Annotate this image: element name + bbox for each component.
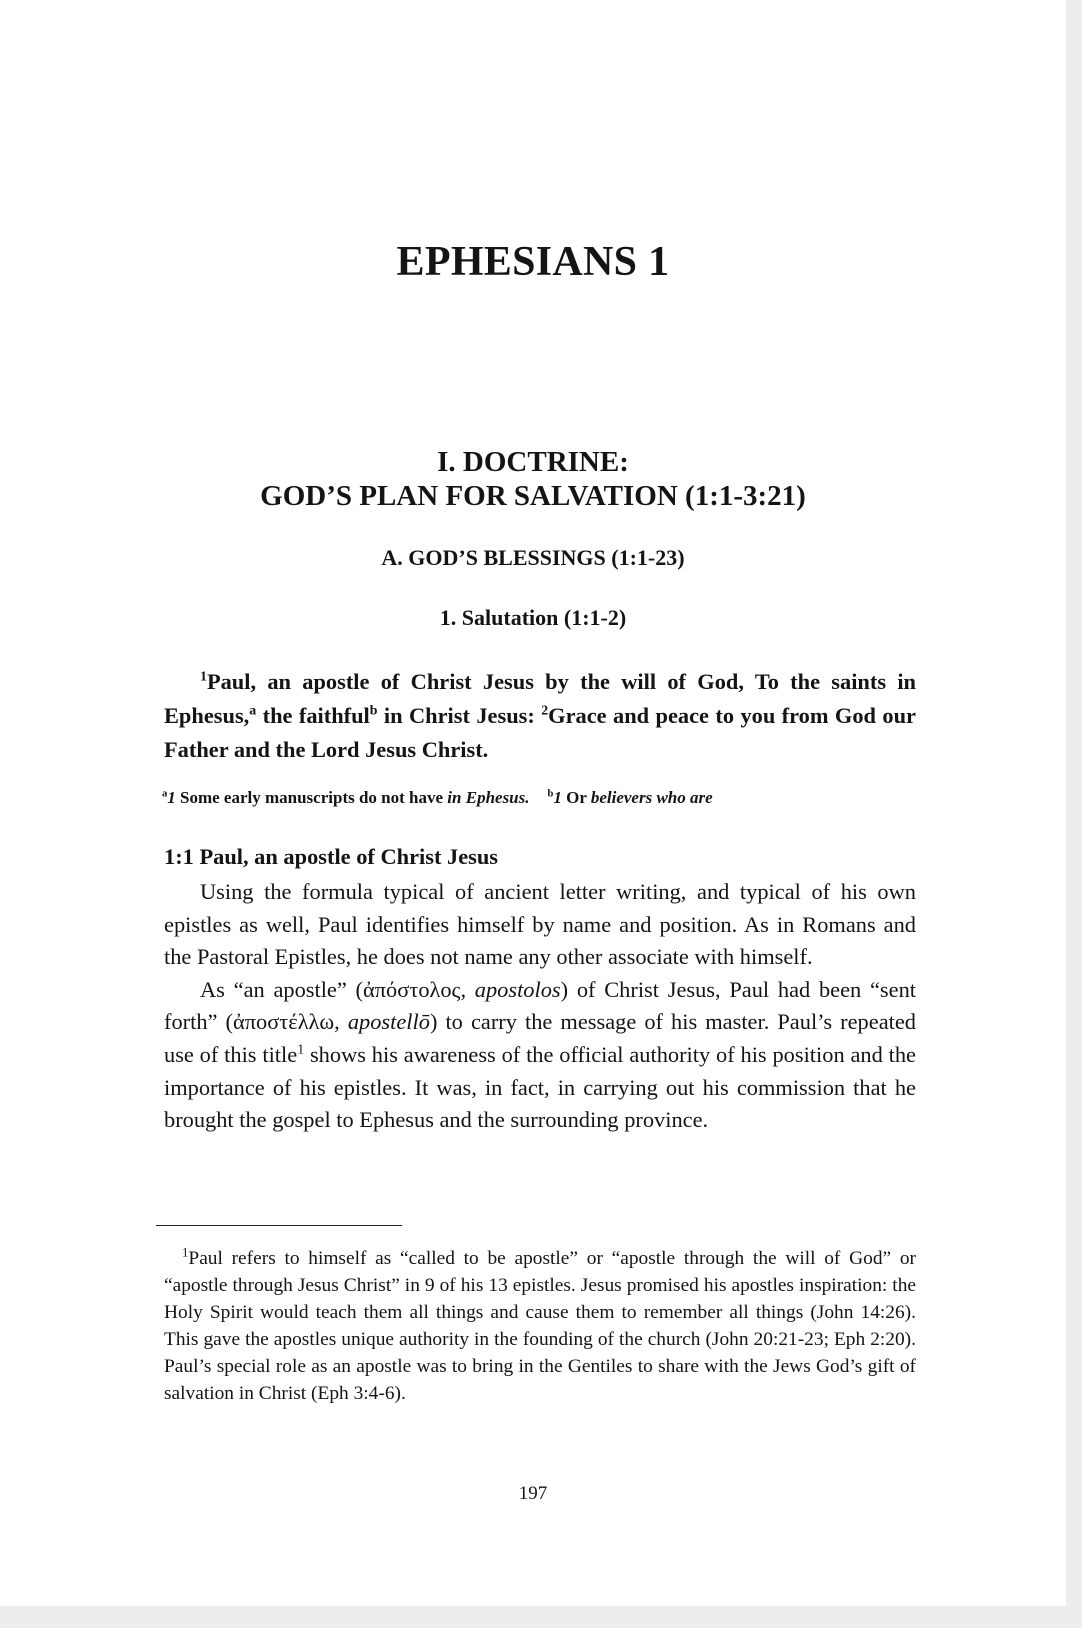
textual-note-marker: a [162,788,168,800]
greek-word: ἀπόστολος [363,976,461,1002]
verse-text: in Christ Jesus: [377,703,542,728]
textual-note [162,788,530,807]
footnote-text: Paul refers to himself as “called to be apostle” or “apostle through the will of God” or “apostle through Jesus Christ” in 9 of his 13 epistles. Jesus promised his apostles inspiration: the Holy Spirit would teach them all things and cause them to remember all things (John 14:26). This gave the apostles unique authority in the founding of the church (John 20:21-23; Eph 2:20). Paul’s special role as an apostle was to bring in the Gentiles to share with the Jews God’s gift of salvation in Christ (Eph 3:4-6). [164,1248,916,1404]
transliteration: apostolos [474,976,561,1002]
textual-note-marker: a [249,703,257,719]
footnote-marker: 1 [182,1245,189,1260]
viewer-margin-bottom [0,1606,1082,1628]
textual-note-text: Or [561,788,591,807]
textual-note-italic: in Ephesus. [447,788,530,807]
subsection-heading: 1. Salutation (1:1-2) [439,605,627,630]
textual-note-ref: 1 [167,788,176,807]
section-heading: A. GOD’S BLESSINGS (1:1-23) [381,545,685,570]
verse-number: 2 [541,703,549,719]
textual-note-ref: 1 [553,788,562,807]
textual-note [548,788,713,807]
commentary-paragraph: Using the formula typical of ancient letter writing, and typical of his own epistles as well, Paul identifies himself by name and position. As in Romans and the Pastoral Epistles, he does not name any other associate with himself. [164,879,916,970]
scripture-passage [164,665,916,767]
verse-number: 1 [200,669,207,685]
textual-notes [162,788,713,808]
verse-text: Grace and peace to you from God our Father and the Lord Jesus Christ. [164,703,916,762]
footnote [164,1245,916,1407]
verse-text: the faithful [256,703,370,728]
transliteration: apostellō [347,1009,430,1035]
viewer-margin-right [1066,0,1082,1628]
textual-note-text: Some early manuscripts do not have [175,788,448,807]
comment-heading: 1:1 Paul, an apostle of Christ Jesus [164,844,499,869]
textual-note-marker: b [369,703,378,719]
verse-text: Paul, an apostle of Christ Jesus by the will of God, To the saints in Ephesus, [164,669,916,728]
part-heading [0,445,1066,513]
commentary-body [164,876,916,1137]
greek-word: ἀποστέλλω [233,1009,335,1035]
chapter-title: EPHESIANS 1 [396,239,670,285]
footnote-divider [156,1225,402,1226]
textual-note-italic: believers who are [590,788,713,807]
part-heading-line2: GOD’S PLAN FOR SALVATION (1:1-3:21) [260,480,806,512]
textual-note-marker: b [547,788,554,800]
page-number: 197 [518,1483,548,1504]
commentary-paragraph: As “an apostle” (ἀπόστολος, apostolos) of Christ Jesus, Paul had been “sent forth” (ἀποστέλλω, apostellō) to carry the message of his master. Paul’s repeated use of this title$^1$ shows his awareness of the official authority of his position and the importance of his epistles. It was, in fact, in carrying out his commission that he brought the gospel to Ephesus and the surrounding province. [164,976,916,1133]
footnote-reference: 1 [297,1042,305,1058]
part-heading-line1: I. DOCTRINE: [437,446,629,478]
